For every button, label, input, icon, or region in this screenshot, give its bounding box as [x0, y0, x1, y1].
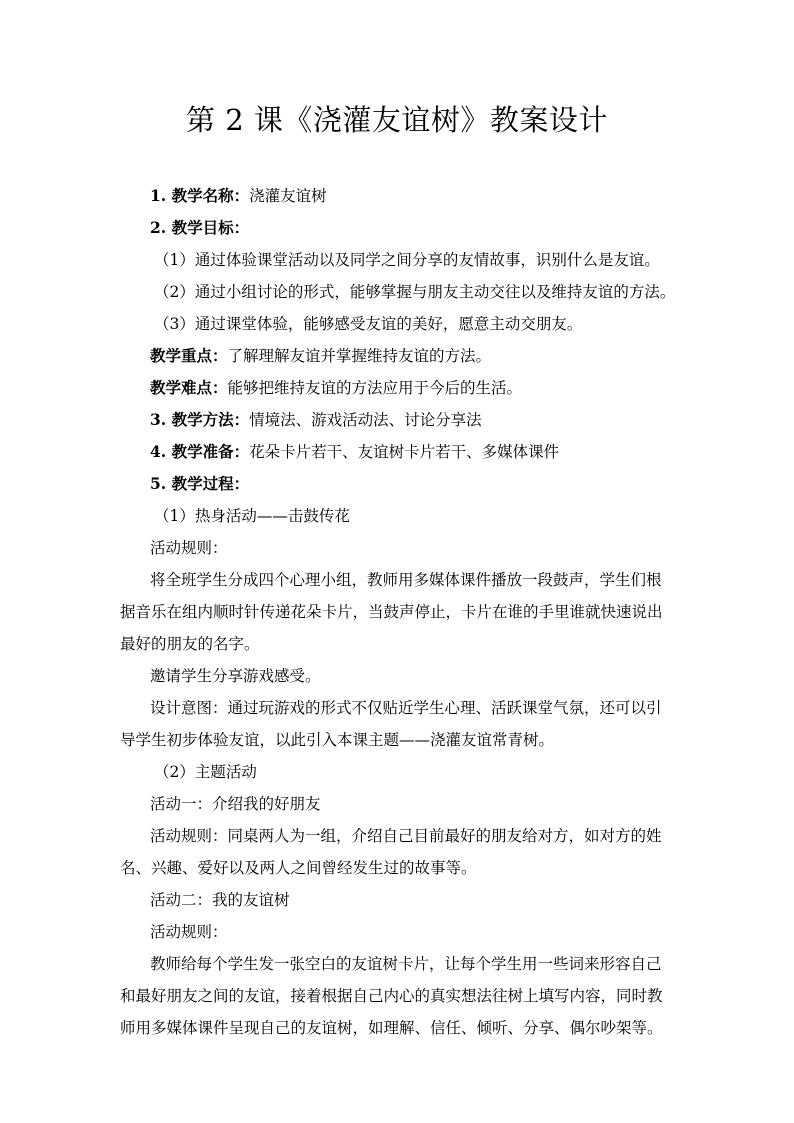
goal-item: （1）通过体验课堂活动以及同学之间分享的友情故事，识别什么是友谊。 [154, 251, 660, 269]
teaching-prep-value: 花朵卡片若干、友谊树卡片若干、多媒体课件 [249, 443, 560, 461]
teaching-prep-line [120, 436, 680, 468]
activity1-title: 活动一：介绍我的好朋友 [150, 795, 321, 813]
step2-title: （2）主题活动 [154, 763, 257, 781]
teaching-process-label: 5. 教学过程： [150, 474, 250, 493]
step1-title: （1）热身活动——击鼓传花 [154, 507, 350, 525]
teaching-method-value: 情境法、游戏活动法、讨论分享法 [249, 411, 482, 429]
rules-label: 活动规则： [150, 539, 228, 557]
page-title: 第 2 课《浇灌友谊树》教案设计 [186, 103, 608, 137]
teaching-method-label: 3. 教学方法： [150, 410, 250, 429]
paragraph-line: 邀请学生分享游戏感受。 [150, 667, 321, 685]
paragraph-line: 师用多媒体课件呈现自己的友谊树，如理解、信任、倾听、分享、偶尔吵架等。 [120, 1019, 663, 1037]
paragraph-line: 名、兴趣、爱好以及两人之间曾经发生过的故事等。 [120, 859, 477, 877]
teaching-method-line [120, 404, 680, 436]
paragraph-line: 将全班学生分成四个心理小组，教师用多媒体课件播放一段鼓声，学生们根 [150, 571, 662, 589]
paragraph-line: 和最好朋友之间的友谊，接着根据自己内心的真实想法往树上填写内容，同时教 [120, 987, 663, 1005]
teaching-name-label: 1. 教学名称： [150, 186, 250, 205]
paragraph-line: 活动规则：同桌两人为一组，介绍自己目前最好的朋友给对方，如对方的姓 [150, 827, 662, 845]
rules-label: 活动规则： [150, 923, 228, 941]
teaching-key-line [120, 340, 680, 372]
teaching-goals-label: 2. 教学目标： [150, 218, 250, 237]
activity2-title: 活动二：我的友谊树 [150, 891, 290, 909]
paragraph-line: 据音乐在组内顺时针传递花朵卡片，当鼓声停止，卡片在谁的手里谁就快速说出 [120, 603, 663, 621]
teaching-difficult-line [120, 372, 680, 404]
teaching-key-label: 教学重点： [150, 346, 228, 365]
teaching-name-value: 浇灌友谊树 [249, 187, 327, 205]
paragraph-line: 导学生初步体验友谊，以此引入本课主题——浇灌友谊常青树。 [120, 731, 555, 749]
goal-item: （3）通过课堂体验，能够感受友谊的美好，愿意主动交朋友。 [154, 315, 583, 333]
teaching-key-value: 了解理解友谊并掌握维持友谊的方法。 [227, 347, 492, 365]
paragraph-line: 最好的朋友的名字。 [120, 635, 260, 653]
teaching-name-line [120, 180, 680, 212]
paragraph-line: 教师给每个学生发一张空白的友谊树卡片，让每个学生用一些词来形容自己 [150, 955, 662, 973]
teaching-prep-label: 4. 教学准备： [150, 442, 250, 461]
teaching-difficult-label: 教学难点： [150, 378, 228, 397]
teaching-difficult-value: 能够把维持友谊的方法应用于今后的生活。 [227, 379, 523, 397]
paragraph-line: 设计意图：通过玩游戏的形式不仅贴近学生心理、活跃课堂气氛，还可以引 [150, 699, 662, 717]
lesson-plan-body [120, 180, 680, 1044]
goal-item: （2）通过小组讨论的形式，能够掌握与朋友主动交往以及维持友谊的方法。 [154, 283, 676, 301]
